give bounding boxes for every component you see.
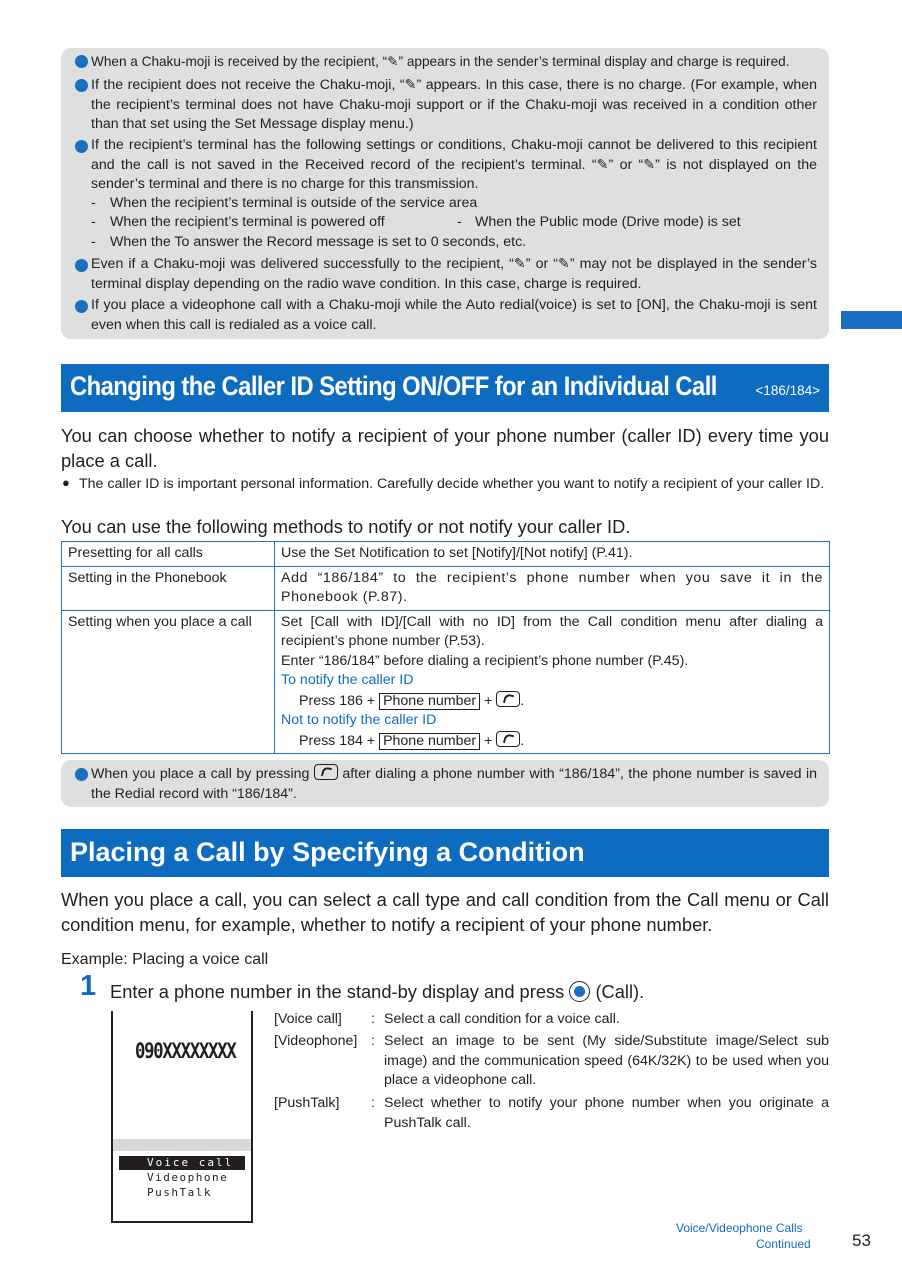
step-text	[110, 981, 644, 1003]
menu-item-videophone[interactable]: Videophone	[147, 1171, 229, 1184]
key-sequence	[281, 691, 823, 712]
note-item: When a Chaku-moji is received by the recipient, “✎” appears in the sender’s terminal display and charge is required.	[91, 54, 790, 69]
notes-box-top	[61, 48, 829, 339]
plus-sign: +	[484, 732, 493, 749]
call-menu	[113, 1151, 251, 1221]
note-text: When you place a call by pressing	[91, 766, 310, 782]
table-cell	[275, 610, 830, 754]
dialed-number: 090XXXXXXXX	[135, 1039, 236, 1063]
period: .	[520, 692, 525, 709]
step-text-a: Enter a phone number in the stand-by display and press	[110, 981, 565, 1002]
footer-continued: Continued	[756, 1237, 811, 1251]
dash-mark: -	[91, 195, 96, 211]
bullet-icon	[75, 259, 88, 272]
bullet-icon	[75, 300, 88, 313]
dash-mark: -	[91, 214, 96, 230]
dash-item: When the recipient’s terminal is outside of the service area	[110, 195, 478, 211]
table-cell: Setting in the Phonebook	[62, 566, 275, 610]
def-term: [Videophone]	[274, 1033, 358, 1049]
step-text-b: (Call).	[595, 981, 645, 1002]
def-term: [PushTalk]	[274, 1095, 340, 1111]
def-desc: Select whether to notify your phone number when you originate a PushTalk call.	[384, 1095, 829, 1131]
table-cell: Use the Set Notification to set [Notify]/[Not notify] (P.41).	[275, 542, 830, 567]
footer-section: Voice/Videophone Calls	[676, 1221, 803, 1235]
cell-text: Enter “186/184” before dialing a recipient’s phone number (P.45).	[281, 652, 689, 669]
bullet-icon	[75, 768, 88, 781]
note-item: If the recipient does not receive the Chaku-moji, “✎” appears. In this case, there is no charge. (For example, when the recipient’s terminal does not have Chaku-moji support or if the Chaku-moji was received in a condition other than that set using the Set Message display menu.)	[91, 77, 817, 132]
not-notify-label: Not to notify the caller ID	[281, 712, 437, 728]
plus-sign: +	[484, 692, 493, 709]
dash-mark: -	[457, 214, 462, 230]
note-item: Even if a Chaku-moji was delivered successfully to the recipient, “✎” or “✎” may not be displayed in the sender’s terminal display depending on the radio wave condition. In this case, charge is required.	[91, 256, 817, 292]
def-colon: :	[371, 1095, 375, 1111]
dash-item: When the Public mode (Drive mode) is set	[475, 214, 741, 230]
section-intro: When you place a call, you can select a call type and call condition from the Call menu or Call condition menu, for example, whether to notify a recipient of your phone number.	[61, 889, 829, 935]
center-key-icon	[569, 981, 590, 1002]
table-row	[62, 542, 830, 567]
table-row	[62, 566, 830, 610]
step-number: 1	[80, 970, 97, 1002]
dash-mark: -	[91, 234, 96, 250]
phone-screen	[111, 1011, 253, 1223]
notes-box-redial	[61, 760, 829, 807]
press-text: Press 184 +	[299, 732, 376, 749]
methods-text: You can use the following methods to notify or not notify your caller ID.	[61, 516, 631, 537]
phone-number-key: Phone number	[379, 733, 480, 750]
bullet-dot: ●	[62, 475, 70, 490]
note-item: If the recipient’s terminal has the following settings or conditions, Chaku-moji cannot be delivered to this recipient and the call is not saved in the Received record of the recipient’s terminal. “✎” or “✎” is not displayed on the sender’s terminal and there is no charge for this transmission.	[91, 137, 817, 192]
note-item	[91, 764, 817, 804]
phone-number-key: Phone number	[379, 693, 480, 710]
section-intro: You can choose whether to notify a recipient of your phone number (caller ID) every time you place a call.	[61, 425, 829, 471]
cell-text: Set [Call with ID]/[Call with no ID] from the Call condition menu after dialing a recipient’s phone number (P.53).	[281, 613, 823, 649]
section-heading-caller-id	[61, 364, 829, 412]
press-text: Press 186 +	[299, 692, 376, 709]
call-key-icon	[496, 691, 520, 707]
dash-item: When the To answer the Record message is set to 0 seconds, etc.	[110, 234, 527, 250]
key-sequence	[281, 731, 823, 752]
caution-text: The caller ID is important personal information. Carefully decide whether you want to notify a recipient of your caller ID.	[79, 476, 825, 492]
period: .	[520, 732, 525, 749]
def-colon: :	[371, 1011, 375, 1027]
table-cell: Setting when you place a call	[62, 610, 275, 754]
table-cell: Add “186/184” to the recipient’s phone number when you save it in the Phonebook (P.87).	[275, 566, 830, 610]
menu-item-voice-call[interactable]: Voice call	[119, 1156, 245, 1170]
bullet-icon	[75, 55, 88, 68]
section-heading-call-condition	[61, 829, 829, 877]
methods-table	[61, 541, 830, 754]
bullet-icon	[75, 79, 88, 92]
note-item: If you place a videophone call with a Chaku-moji while the Auto redial(voice) is set to [ON], the Chaku-moji is sent even when this call is redialed as a voice call.	[91, 297, 817, 333]
def-desc: Select an image to be sent (My side/Substitute image/Select sub image) and the communication speed (64K/32K) to be used when you place a videophone call.	[384, 1033, 829, 1088]
section-title: Changing the Caller ID Setting ON/OFF for an Individual Call	[70, 371, 717, 401]
call-key-icon	[314, 764, 338, 780]
bullet-icon	[75, 140, 88, 153]
note-text: after dialing a phone number with “186/184”, the phone number is saved in the Redial record with “186/184”.	[91, 766, 817, 802]
section-tag: <186/184>	[755, 383, 820, 398]
def-term: [Voice call]	[274, 1011, 342, 1027]
dash-item: When the recipient’s terminal is powered off	[110, 214, 385, 230]
menu-item-pushtalk[interactable]: PushTalk	[147, 1186, 212, 1199]
def-desc: Select a call condition for a voice call.	[384, 1011, 620, 1027]
example-label: Example: Placing a voice call	[61, 951, 269, 968]
section-title: Placing a Call by Specifying a Condition	[70, 837, 585, 867]
chapter-tab	[841, 311, 902, 329]
call-key-icon	[496, 731, 520, 747]
def-colon: :	[371, 1033, 375, 1049]
table-cell: Presetting for all calls	[62, 542, 275, 567]
page-number: 53	[852, 1231, 871, 1250]
screen-divider	[113, 1139, 251, 1151]
table-row	[62, 610, 830, 754]
notify-label: To notify the caller ID	[281, 672, 414, 688]
